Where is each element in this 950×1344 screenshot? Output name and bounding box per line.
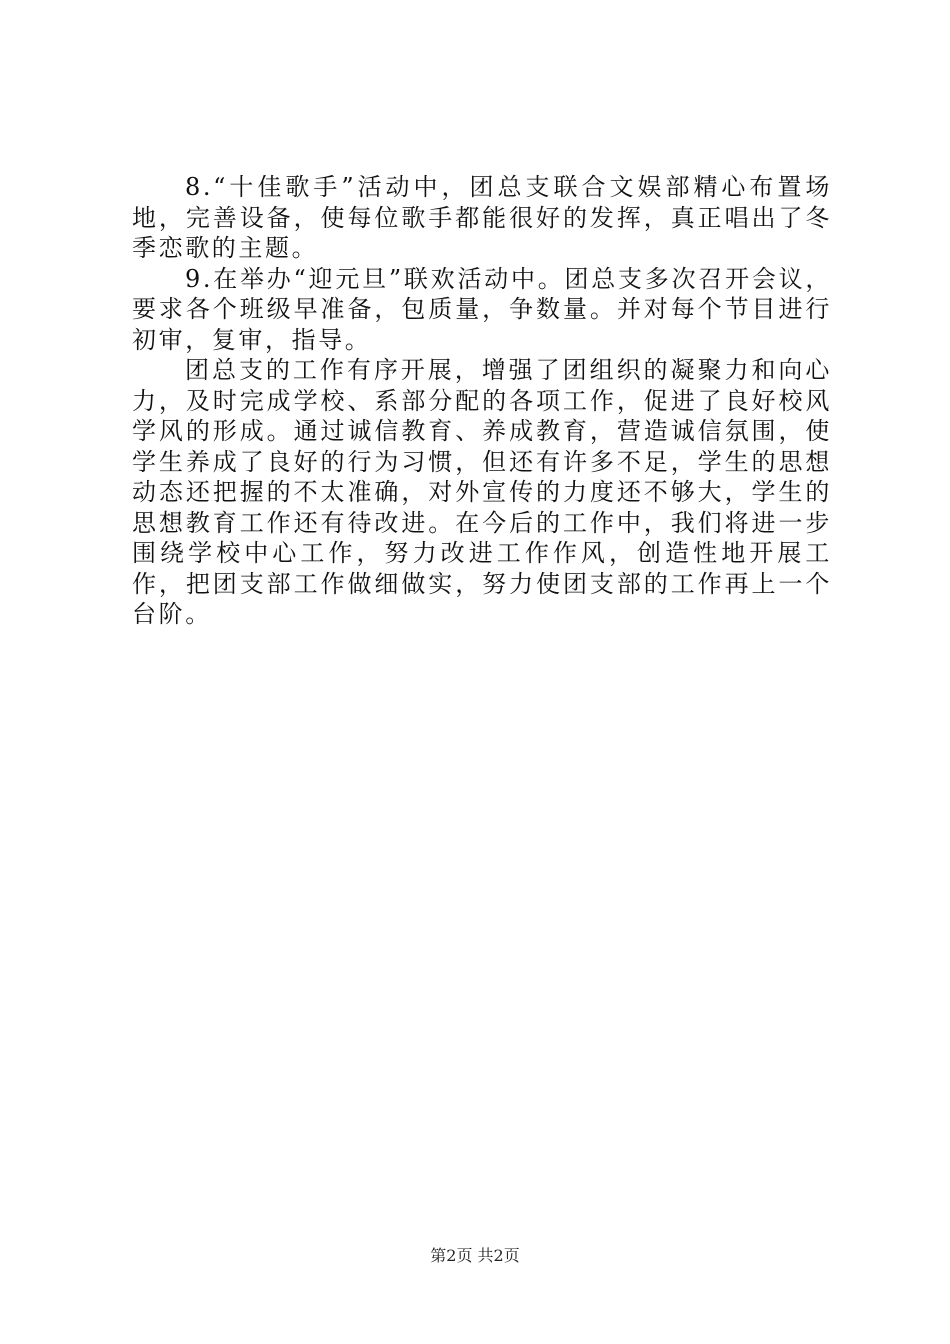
paragraph-item-9: 9.在举办“迎元旦”联欢活动中。团总支多次召开会议，要求各个班级早准备，包质量，争数量。并对每个节目进行初审，复审，指导。 xyxy=(132,264,832,354)
paragraph-item-8: 8.“十佳歌手”活动中，团总支联合文娱部精心布置场地，完善设备，使每位歌手都能很好的发挥，真正唱出了冬季恋歌的主题。 xyxy=(132,173,832,262)
paragraph-summary: 团总支的工作有序开展，增强了团组织的凝聚力和向心力，及时完成学校、系部分配的各项工作，促进了良好校风学风的形成。通过诚信教育、养成教育，营造诚信氛围，使学生养成了良好的行为习惯，但还有许多不足，学生的思想动态还把握的不太准确，对外宣传的力度还不够大，学生的思想教育工作还有待改进。在今后的工作中，我们将进一步围绕学校中心工作，努力改进工作作风，创造性地开展工作，把团支部工作做细做实，努力使团支部的工作再上一个台阶。 xyxy=(132,356,832,628)
document-body xyxy=(132,172,832,630)
page-number-footer: 第2页 共2页 xyxy=(430,1246,520,1265)
